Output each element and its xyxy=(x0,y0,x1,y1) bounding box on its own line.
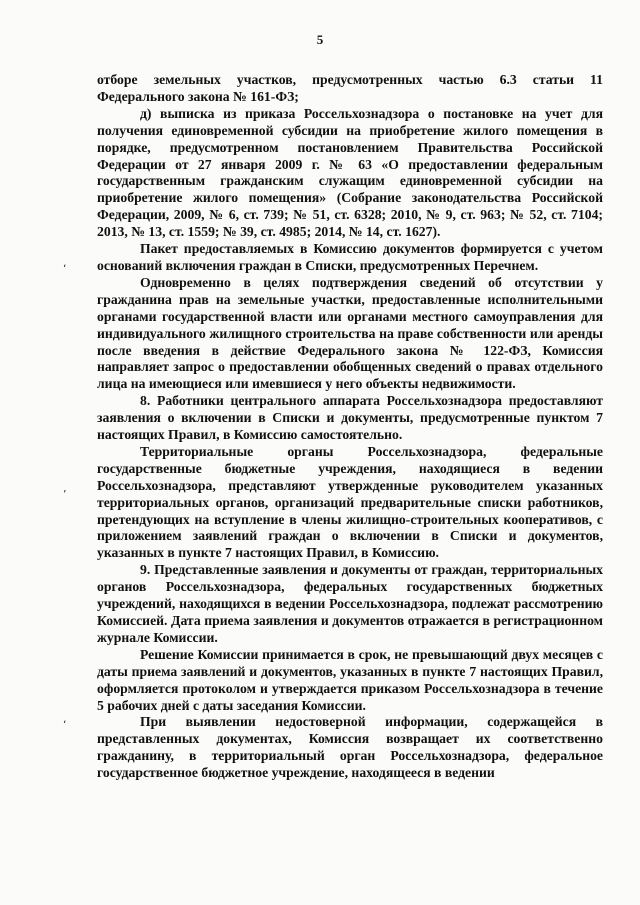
page-number: 5 xyxy=(316,32,324,47)
paragraph-8: 8. Работники центрального аппарата Россельхознадзора предоставляют заявления о включении в Списки и документы, предусмотренные пунктом 7 настоящих Правил, в Комиссию самостоятельно. xyxy=(97,393,603,443)
margin-mark: ʻ xyxy=(63,262,67,275)
document-body xyxy=(97,72,603,782)
margin-mark: ʼ xyxy=(63,488,67,501)
margin-mark: ʻ xyxy=(63,718,67,731)
paragraph-continuation: отборе земельных участков, предусмотренных частью 6.3 статьи 11 Федерального закона № 161-ФЗ; xyxy=(97,72,603,104)
paragraph-inaccurate-info: При выявлении недостоверной информации, содержащейся в представленных документах, Комиссия возвращает их соответственно гражданину, в территориальный орган Россельхознадзора, федеральное государственное бюджетное учреждение, находящееся в ведении xyxy=(97,714,603,781)
paragraph-9: 9. Представленные заявления и документы от граждан, территориальных органов Россельхознадзора, федеральных государственных бюджетных учреждений, находящихся в ведении Россельхознадзора, подлежат рассмотрению Комиссией. Дата приема заявления и документов отражается в регистрационном журнале Комиссии. xyxy=(97,562,603,645)
paragraph-request: Одновременно в целях подтверждения сведений об отсутствии у гражданина прав на земельные участки, предоставленные исполнительными органами государственной власти или органами местного самоуправления для индивидуального жилищного строительства на праве собственности или аренды после введения в действие Федерального закона № 122-ФЗ, Комиссия направляет запрос о предоставлении обобщенных сведений о правах отдельного лица на имеющиеся или имевшиеся у него объекты недвижимости. xyxy=(97,274,603,392)
paragraph-item-d: д) выписка из приказа Россельхознадзора о постановке на учет для получения единовременной субсидии на приобретение жилого помещения в порядке, предусмотренном постановлением Правительства Российской Федерации от 27 января 2009 г. № 63 «О предоставлении федеральным государственным гражданским служащим единовременной субсидии на приобретение жилого помещения» (Собрание законодательства Российской Федерации, 2009, № 6, ст. 739; № 51, ст. 6328; 2010, № 9, ст. 963; № 52, ст. 7104; 2013, № 13, ст. 1559; № 39, ст. 4985; 2014, № 14, ст. 1627). xyxy=(97,105,603,240)
paragraph-decision: Решение Комиссии принимается в срок, не превышающий двух месяцев с даты приема заявлений и документов, указанных в пункте 7 настоящих Правил, оформляется протоколом и утверждается приказом Россельхознадзора в течение 5 рабочих дней с даты заседания Комиссии. xyxy=(97,646,603,713)
paragraph-territorial: Территориальные органы Россельхознадзора, федеральные государственные бюджетные учреждения, находящиеся в ведении Россельхознадзора, представляют утвержденные руководителем указанных территориальных органов, организаций предварительные списки работников, претендующих на вступление в члены жилищно-строительных кооперативов, с приложением заявлений граждан о включении в Списки и документов, указанных в пункте 7 настоящих Правил, в Комиссию. xyxy=(97,443,603,561)
paragraph-package: Пакет предоставляемых в Комиссию документов формируется с учетом оснований включения граждан в Списки, предусмотренных Перечнем. xyxy=(97,241,603,273)
